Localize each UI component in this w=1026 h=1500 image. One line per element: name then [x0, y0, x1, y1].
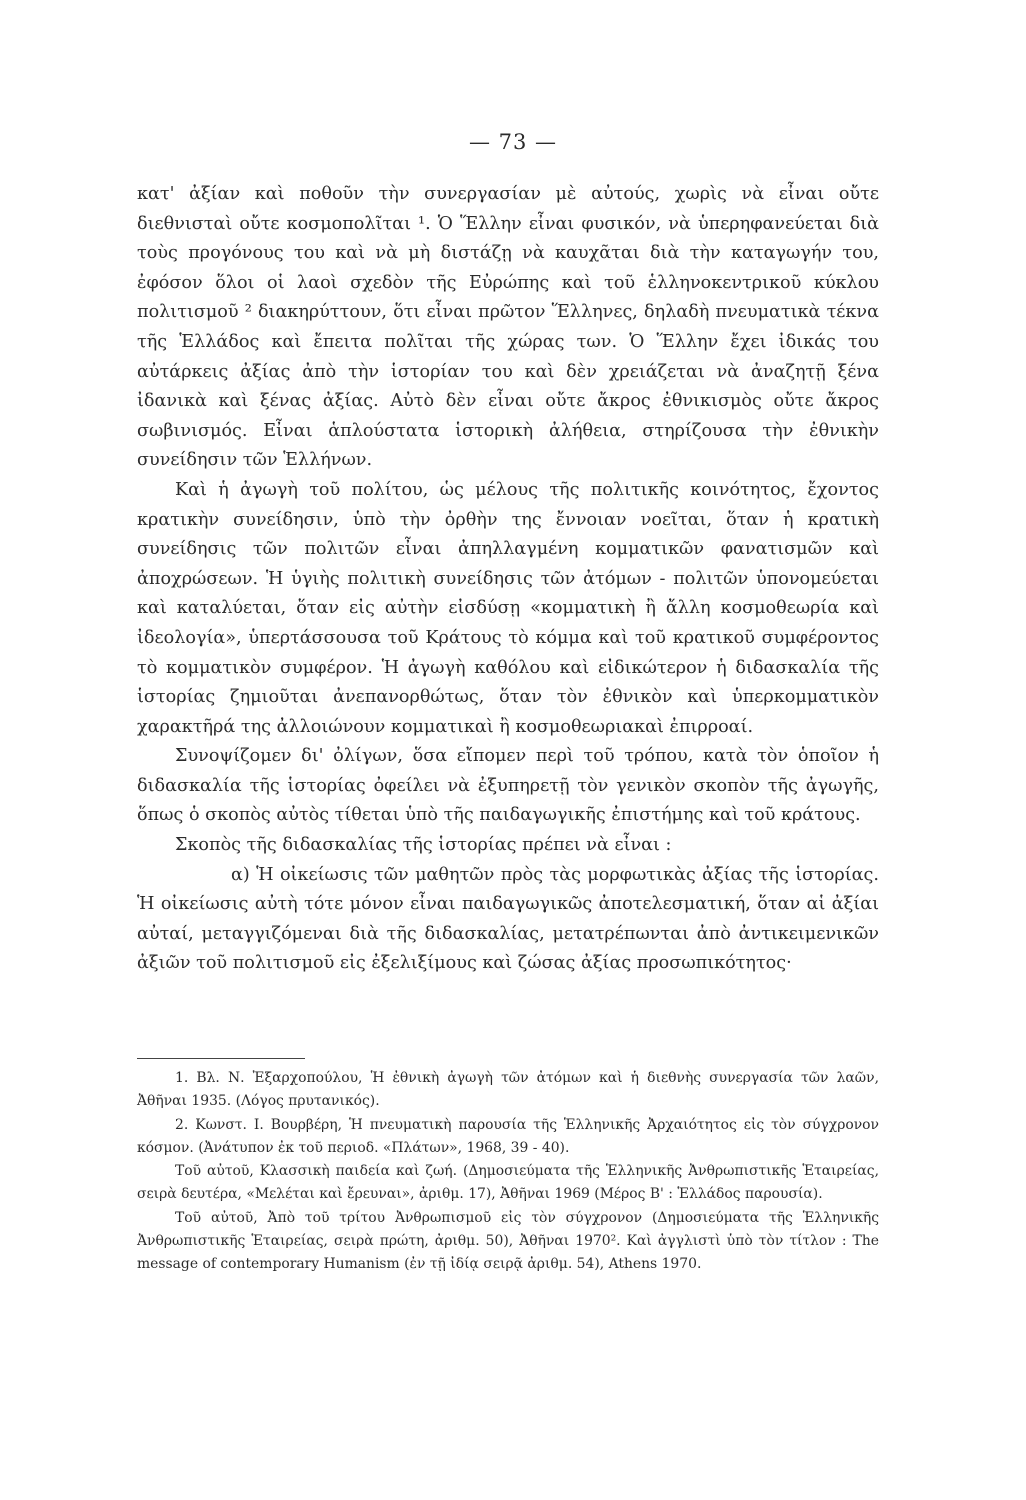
paragraph-summary: Συνοψίζομεν δι' ὀλίγων, ὅσα εἴπομεν περὶ τοῦ τρόπου, κατὰ τὸν ὁποῖον ἡ διδασκαλία τῆς ἱστορίας ὀφείλει νὰ ἐξυπηρετῇ τὸν γενικὸν σκοπὸν τῆς ἀγωγῆς, ὅπως ὁ σκοπὸς αὐτὸς τίθεται ὑπὸ τῆς παιδαγωγικῆς ἐπιστήμης καὶ τοῦ κράτους. [137, 746, 879, 826]
page-number: — 73 — [468, 130, 558, 154]
list-item-a: α) Ἡ οἰκείωσις τῶν μαθητῶν πρὸς τὰς μορφωτικὰς ἀξίας τῆς ἱστορίας. Ἡ οἰκείωσις αὐτὴ τότε μόνον εἶναι παιδαγωγικῶς ἀποτελεσματική, ὅταν αἱ ἀξίαι αὐταί, μεταγγιζόμεναι διὰ τῆς διδασκαλίας, μετατρέπωνται ἀπὸ ἀντικειμενικῶν ἀξιῶν τοῦ πολιτισμοῦ εἰς ἐξελιξίμους καὶ ζώσας ἀξίας προσωπικότητος· [137, 864, 879, 974]
footnote-2: 2. Κωνστ. Ι. Βουρβέρη, Ἡ πνευματικὴ παρουσία τῆς Ἑλληνικῆς Ἀρχαιότητος εἰς τὸν σύγχρονον κόσμον. (Ἀνάτυπον ἐκ τοῦ περιοδ. «Πλάτων», 1968, 39 - 40). [137, 1116, 879, 1156]
footnote-2-ref-2: Τοῦ αὐτοῦ, Κλασσικὴ παιδεία καὶ ζωή. (Δημοσιεύματα τῆς Ἑλληνικῆς Ἀνθρωπιστικῆς Ἑταιρείας, σειρὰ δευτέρα, «Μελέται καὶ ἔρευναι», ἀριθμ. 17), Ἀθῆναι 1969 (Μέρος Β' : Ἑλλάδος παρουσία). [137, 1163, 879, 1203]
footnote-1: 1. Βλ. Ν. Ἐξαρχοπούλου, Ἡ ἐθνικὴ ἀγωγὴ τῶν ἀτόμων καὶ ἡ διεθνὴς συνεργασία τῶν λαῶν, Ἀθῆναι 1935. (Λόγος πρυτανικός). [137, 1070, 879, 1110]
footnote-2-ref-3: Τοῦ αὐτοῦ, Ἀπὸ τοῦ τρίτου Ἀνθρωπισμοῦ εἰς τὸν σύγχρονον (Δημοσιεύματα τῆς Ἑλληνικῆς Ἀνθρωπιστικῆς Ἑταιρείας, σειρὰ πρώτη, ἀριθμ. 50), Ἀθῆναι 1970². Καὶ ἀγγλιστὶ ὑπὸ τὸν τίτλον : The message of contemporary Humanism (ἐν τῇ ἰδίᾳ σειρᾷ ἀριθμ. 54), Athens 1970. [137, 1209, 879, 1273]
paragraph-national-identity: κατ' ἀξίαν καὶ ποθοῦν τὴν συνεργασίαν μὲ αὐτούς, χωρὶς νὰ εἶναι οὔτε διεθνισταὶ οὔτε κοσμοπολῖται ¹. Ὁ Ἕλλην εἶναι φυσικόν, νὰ ὑπερηφανεύεται διὰ τοὺς προγόνους του καὶ νὰ μὴ διστάζῃ νὰ καυχᾶται διὰ τὴν καταγωγήν του, ἐφόσον ὅλοι οἱ λαοὶ σχεδὸν τῆς Εὐρώπης καὶ τοῦ ἑλληνοκεντρικοῦ κύκλου πολιτισμοῦ ² διακηρύττουν, ὅτι εἶναι πρῶτον Ἕλληνες, δηλαδὴ πνευματικὰ τέκνα τῆς Ἑλλάδος καὶ ἔπειτα πολῖται τῆς χώρας των. Ὁ Ἕλλην ἔχει ἰδικάς του αὐτάρκεις ἀξίας ἀπὸ τὴν ἱστορίαν του καὶ δὲν χρειάζεται νὰ ἀναζητῇ ξένα ἰδανικὰ καὶ ξένας ἀξίας. Αὐτὸ δὲν εἶναι οὔτε ἄκρος ἐθνικισμὸς οὔτε ἄκρος σωβινισμός. Εἶναι ἁπλούστατα ἱστορικὴ ἀλήθεια, στηρίζουσα τὴν ἐθνικὴν συνείδησιν τῶν Ἑλλήνων. [137, 184, 879, 471]
paragraph-civic-education: Καὶ ἡ ἀγωγὴ τοῦ πολίτου, ὡς μέλους τῆς πολιτικῆς κοινότητος, ἔχοντος κρατικὴν συνείδησιν, ὑπὸ τὴν ὀρθὴν της ἔννοιαν νοεῖται, ὅταν ἡ κρατικὴ συνείδησις τῶν πολιτῶν εἶναι ἀπηλλαγμένη κομματικῶν φανατισμῶν καὶ ἀποχρώσεων. Ἡ ὑγιὴς πολιτικὴ συνείδησις τῶν ἀτόμων - πολιτῶν ὑπονομεύεται καὶ καταλύεται, ὅταν εἰς αὐτὴν εἰσδύσῃ «κομματικὴ ἢ ἄλλη κοσμοθεωρία καὶ ἰδεολογία», ὑπερτάσσουσα τοῦ Κράτους τὸ κόμμα καὶ τοῦ κρατικοῦ συμφέροντος τὸ κομματικὸν συμφέρον. Ἡ ἀγωγὴ καθόλου καὶ εἰδικώτερον ἡ διδασκαλία τῆς ἱστορίας ζημιοῦται ἀνεπανορθώτως, ὅταν τὸν ἐθνικὸν καὶ ὑπερκομματικὸν χαρακτῆρά της ἀλλοιώνουν κομματικαὶ ἢ κοσμοθεωριακαὶ ἐπιρροαί. [137, 479, 879, 737]
paragraph-goal-intro: Σκοπὸς τῆς διδασκαλίας τῆς ἱστορίας πρέπει νὰ εἶναι : [175, 835, 672, 856]
main-text [137, 180, 879, 979]
footnotes [137, 1067, 879, 1277]
footnote-divider [137, 1058, 305, 1059]
